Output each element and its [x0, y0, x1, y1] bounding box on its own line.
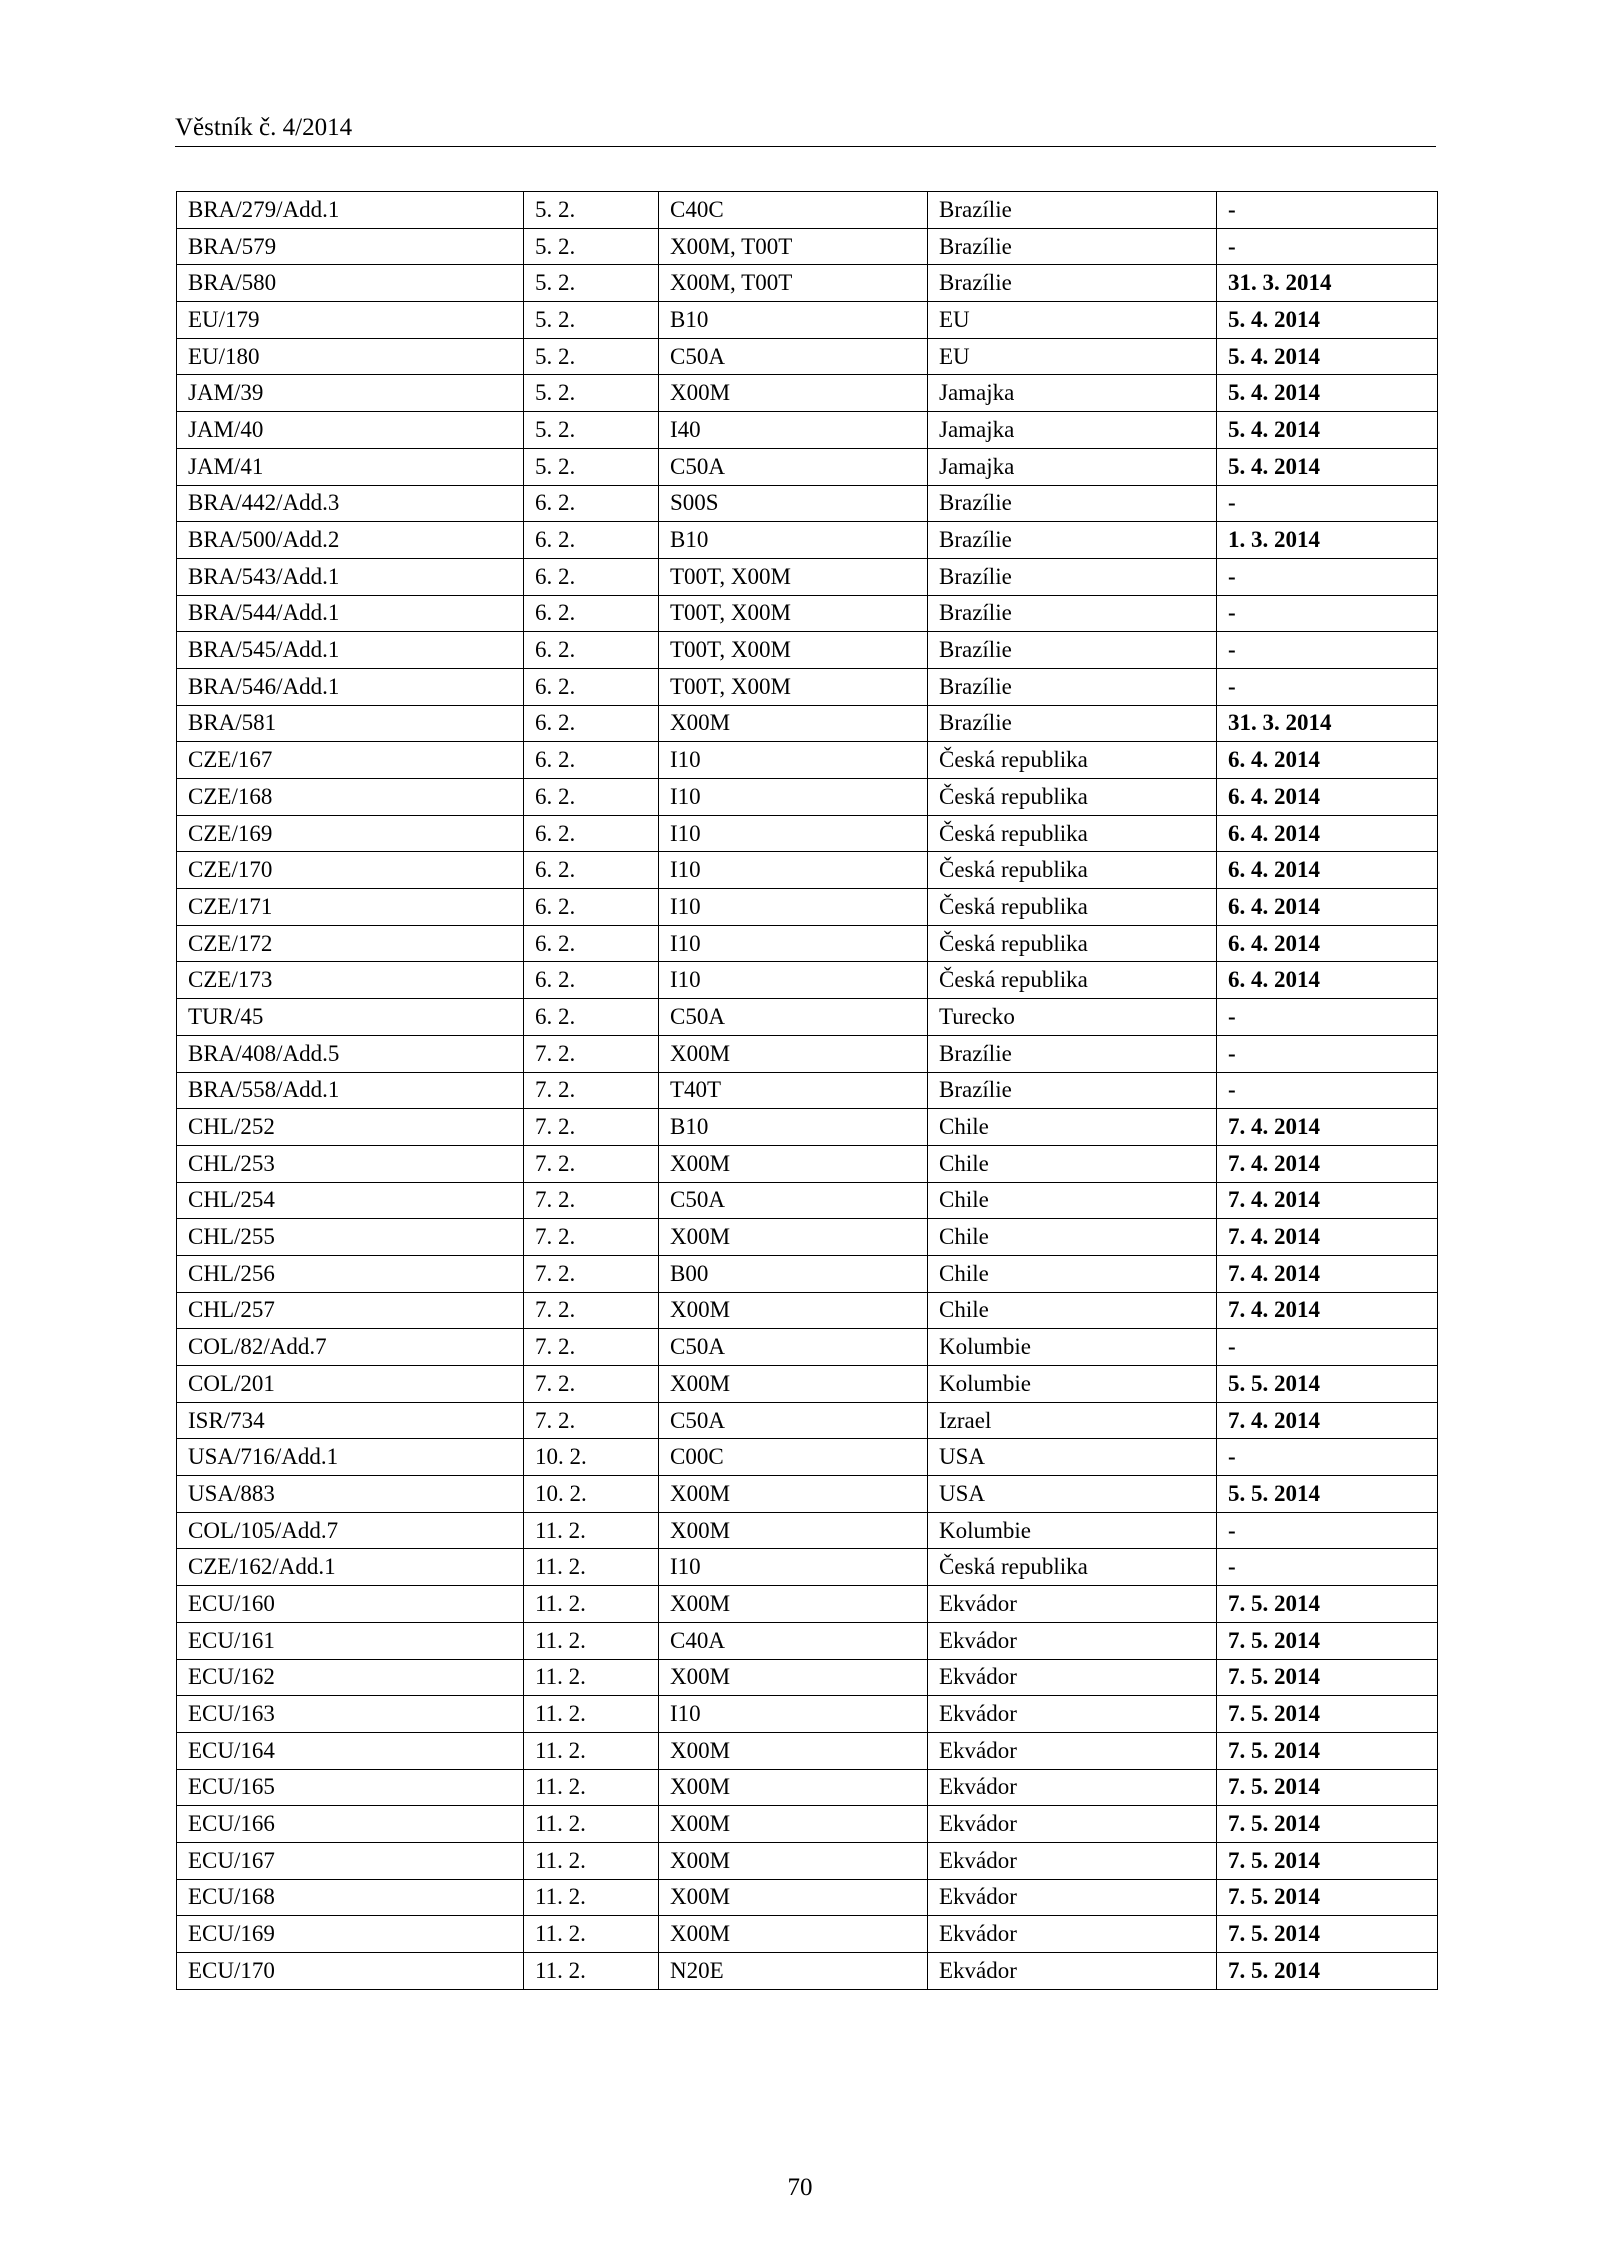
- classification-code-cell: X00M: [659, 375, 928, 412]
- document-code-cell: ECU/169: [177, 1916, 524, 1953]
- country-cell: Ekvádor: [928, 1732, 1217, 1769]
- deadline-cell: 5. 5. 2014: [1217, 1366, 1438, 1403]
- classification-code-cell: C50A: [659, 999, 928, 1036]
- country-cell: Česká republika: [928, 852, 1217, 889]
- deadline-cell: 6. 4. 2014: [1217, 925, 1438, 962]
- deadline-cell: -: [1217, 632, 1438, 669]
- date-cell: 7. 2.: [524, 1255, 659, 1292]
- document-code-cell: BRA/546/Add.1: [177, 668, 524, 705]
- classification-code-cell: I10: [659, 1549, 928, 1586]
- country-cell: Ekvádor: [928, 1659, 1217, 1696]
- table-row: [177, 1072, 1438, 1109]
- document-code-cell: CZE/162/Add.1: [177, 1549, 524, 1586]
- date-cell: 6. 2.: [524, 925, 659, 962]
- deadline-cell: 6. 4. 2014: [1217, 815, 1438, 852]
- classification-code-cell: C00C: [659, 1439, 928, 1476]
- classification-code-cell: C50A: [659, 1182, 928, 1219]
- table-row: [177, 925, 1438, 962]
- table-row: [177, 779, 1438, 816]
- page-header: [175, 112, 1436, 147]
- country-cell: Česká republika: [928, 962, 1217, 999]
- country-cell: Chile: [928, 1145, 1217, 1182]
- table-row: [177, 228, 1438, 265]
- document-code-cell: EU/179: [177, 302, 524, 339]
- table-row: [177, 632, 1438, 669]
- deadline-cell: -: [1217, 558, 1438, 595]
- country-cell: Brazílie: [928, 485, 1217, 522]
- date-cell: 6. 2.: [524, 632, 659, 669]
- deadline-cell: 7. 5. 2014: [1217, 1879, 1438, 1916]
- date-cell: 6. 2.: [524, 779, 659, 816]
- date-cell: 7. 2.: [524, 1366, 659, 1403]
- classification-code-cell: C50A: [659, 338, 928, 375]
- table-row: [177, 999, 1438, 1036]
- classification-code-cell: X00M: [659, 1879, 928, 1916]
- date-cell: 6. 2.: [524, 595, 659, 632]
- table-row: [177, 1182, 1438, 1219]
- deadline-cell: 5. 5. 2014: [1217, 1476, 1438, 1513]
- table-row: [177, 302, 1438, 339]
- country-cell: USA: [928, 1476, 1217, 1513]
- classification-code-cell: X00M: [659, 1145, 928, 1182]
- notifications-table: [176, 191, 1438, 1990]
- document-code-cell: USA/883: [177, 1476, 524, 1513]
- table-row: [177, 705, 1438, 742]
- date-cell: 6. 2.: [524, 485, 659, 522]
- document-code-cell: CZE/167: [177, 742, 524, 779]
- deadline-cell: -: [1217, 1439, 1438, 1476]
- document-code-cell: ECU/164: [177, 1732, 524, 1769]
- deadline-cell: 7. 5. 2014: [1217, 1953, 1438, 1990]
- country-cell: Chile: [928, 1292, 1217, 1329]
- document-code-cell: CZE/169: [177, 815, 524, 852]
- classification-code-cell: T00T, X00M: [659, 632, 928, 669]
- country-cell: Ekvádor: [928, 1696, 1217, 1733]
- document-code-cell: BRA/442/Add.3: [177, 485, 524, 522]
- date-cell: 11. 2.: [524, 1842, 659, 1879]
- classification-code-cell: X00M: [659, 1916, 928, 1953]
- table-row: [177, 265, 1438, 302]
- country-cell: Brazílie: [928, 595, 1217, 632]
- country-cell: Česká republika: [928, 889, 1217, 926]
- table-row: [177, 522, 1438, 559]
- table-body: [177, 192, 1438, 1990]
- country-cell: Česká republika: [928, 779, 1217, 816]
- deadline-cell: 7. 4. 2014: [1217, 1402, 1438, 1439]
- date-cell: 7. 2.: [524, 1109, 659, 1146]
- classification-code-cell: C50A: [659, 448, 928, 485]
- date-cell: 7. 2.: [524, 1182, 659, 1219]
- country-cell: Ekvádor: [928, 1622, 1217, 1659]
- bulletin-title: Věstník č. 4/2014: [175, 114, 353, 141]
- classification-code-cell: X00M: [659, 1512, 928, 1549]
- classification-code-cell: X00M: [659, 1842, 928, 1879]
- table-row: [177, 1879, 1438, 1916]
- deadline-cell: -: [1217, 192, 1438, 229]
- document-code-cell: ECU/162: [177, 1659, 524, 1696]
- table-row: [177, 815, 1438, 852]
- deadline-cell: 5. 4. 2014: [1217, 412, 1438, 449]
- country-cell: Chile: [928, 1182, 1217, 1219]
- deadline-cell: 7. 5. 2014: [1217, 1769, 1438, 1806]
- document-code-cell: CHL/255: [177, 1219, 524, 1256]
- table-row: [177, 412, 1438, 449]
- deadline-cell: 7. 4. 2014: [1217, 1182, 1438, 1219]
- country-cell: Ekvádor: [928, 1769, 1217, 1806]
- table-row: [177, 448, 1438, 485]
- country-cell: Brazílie: [928, 228, 1217, 265]
- table-row: [177, 742, 1438, 779]
- table-row: [177, 1696, 1438, 1733]
- classification-code-cell: I10: [659, 779, 928, 816]
- date-cell: 10. 2.: [524, 1439, 659, 1476]
- date-cell: 11. 2.: [524, 1512, 659, 1549]
- document-code-cell: BRA/543/Add.1: [177, 558, 524, 595]
- document-code-cell: ECU/170: [177, 1953, 524, 1990]
- document-code-cell: CHL/252: [177, 1109, 524, 1146]
- country-cell: Brazílie: [928, 522, 1217, 559]
- date-cell: 11. 2.: [524, 1732, 659, 1769]
- date-cell: 11. 2.: [524, 1549, 659, 1586]
- deadline-cell: 7. 5. 2014: [1217, 1696, 1438, 1733]
- classification-code-cell: T00T, X00M: [659, 595, 928, 632]
- country-cell: Česká republika: [928, 1549, 1217, 1586]
- classification-code-cell: I40: [659, 412, 928, 449]
- date-cell: 11. 2.: [524, 1916, 659, 1953]
- classification-code-cell: I10: [659, 1696, 928, 1733]
- deadline-cell: 7. 5. 2014: [1217, 1659, 1438, 1696]
- date-cell: 7. 2.: [524, 1292, 659, 1329]
- document-code-cell: BRA/579: [177, 228, 524, 265]
- document-code-cell: CHL/257: [177, 1292, 524, 1329]
- classification-code-cell: B10: [659, 302, 928, 339]
- table-row: [177, 338, 1438, 375]
- classification-code-cell: X00M: [659, 705, 928, 742]
- date-cell: 5. 2.: [524, 265, 659, 302]
- document-code-cell: CZE/173: [177, 962, 524, 999]
- table-row: [177, 962, 1438, 999]
- table-row: [177, 1622, 1438, 1659]
- classification-code-cell: T40T: [659, 1072, 928, 1109]
- country-cell: Brazílie: [928, 1035, 1217, 1072]
- date-cell: 6. 2.: [524, 999, 659, 1036]
- table-row: [177, 1842, 1438, 1879]
- table-row: [177, 1769, 1438, 1806]
- table-row: [177, 1806, 1438, 1843]
- table-row: [177, 1402, 1438, 1439]
- classification-code-cell: X00M: [659, 1366, 928, 1403]
- deadline-cell: 6. 4. 2014: [1217, 852, 1438, 889]
- deadline-cell: 7. 5. 2014: [1217, 1916, 1438, 1953]
- country-cell: Ekvádor: [928, 1953, 1217, 1990]
- classification-code-cell: B10: [659, 1109, 928, 1146]
- classification-code-cell: C40A: [659, 1622, 928, 1659]
- document-code-cell: ECU/166: [177, 1806, 524, 1843]
- classification-code-cell: I10: [659, 962, 928, 999]
- table-row: [177, 192, 1438, 229]
- classification-code-cell: X00M: [659, 1035, 928, 1072]
- document-code-cell: BRA/279/Add.1: [177, 192, 524, 229]
- document-code-cell: ECU/161: [177, 1622, 524, 1659]
- document-code-cell: ECU/167: [177, 1842, 524, 1879]
- document-code-cell: CZE/171: [177, 889, 524, 926]
- country-cell: Ekvádor: [928, 1879, 1217, 1916]
- classification-code-cell: X00M: [659, 1769, 928, 1806]
- table-row: [177, 852, 1438, 889]
- table-row: [177, 1439, 1438, 1476]
- country-cell: EU: [928, 302, 1217, 339]
- classification-code-cell: X00M: [659, 1732, 928, 1769]
- table-row: [177, 1586, 1438, 1623]
- classification-code-cell: I10: [659, 925, 928, 962]
- deadline-cell: 7. 5. 2014: [1217, 1622, 1438, 1659]
- deadline-cell: -: [1217, 1549, 1438, 1586]
- date-cell: 5. 2.: [524, 228, 659, 265]
- table-row: [177, 1512, 1438, 1549]
- deadline-cell: 5. 4. 2014: [1217, 302, 1438, 339]
- date-cell: 11. 2.: [524, 1586, 659, 1623]
- classification-code-cell: B00: [659, 1255, 928, 1292]
- deadline-cell: 7. 5. 2014: [1217, 1586, 1438, 1623]
- date-cell: 5. 2.: [524, 302, 659, 339]
- deadline-cell: -: [1217, 1329, 1438, 1366]
- classification-code-cell: I10: [659, 742, 928, 779]
- classification-code-cell: X00M: [659, 1586, 928, 1623]
- deadline-cell: 7. 4. 2014: [1217, 1219, 1438, 1256]
- deadline-cell: 31. 3. 2014: [1217, 705, 1438, 742]
- document-code-cell: COL/105/Add.7: [177, 1512, 524, 1549]
- country-cell: Brazílie: [928, 705, 1217, 742]
- deadline-cell: -: [1217, 228, 1438, 265]
- table-row: [177, 1916, 1438, 1953]
- document-code-cell: ECU/163: [177, 1696, 524, 1733]
- document-code-cell: BRA/500/Add.2: [177, 522, 524, 559]
- date-cell: 7. 2.: [524, 1072, 659, 1109]
- document-code-cell: CHL/254: [177, 1182, 524, 1219]
- date-cell: 5. 2.: [524, 192, 659, 229]
- table-row: [177, 485, 1438, 522]
- table-row: [177, 595, 1438, 632]
- date-cell: 6. 2.: [524, 742, 659, 779]
- date-cell: 5. 2.: [524, 412, 659, 449]
- country-cell: Ekvádor: [928, 1586, 1217, 1623]
- document-code-cell: BRA/558/Add.1: [177, 1072, 524, 1109]
- table-row: [177, 1219, 1438, 1256]
- classification-code-cell: N20E: [659, 1953, 928, 1990]
- country-cell: Ekvádor: [928, 1916, 1217, 1953]
- date-cell: 5. 2.: [524, 338, 659, 375]
- table-row: [177, 1953, 1438, 1990]
- deadline-cell: -: [1217, 1512, 1438, 1549]
- classification-code-cell: B10: [659, 522, 928, 559]
- deadline-cell: 7. 4. 2014: [1217, 1145, 1438, 1182]
- country-cell: Česká republika: [928, 925, 1217, 962]
- document-code-cell: COL/201: [177, 1366, 524, 1403]
- country-cell: USA: [928, 1439, 1217, 1476]
- document-code-cell: JAM/41: [177, 448, 524, 485]
- document-code-cell: JAM/40: [177, 412, 524, 449]
- deadline-cell: -: [1217, 595, 1438, 632]
- document-code-cell: BRA/545/Add.1: [177, 632, 524, 669]
- table-row: [177, 558, 1438, 595]
- deadline-cell: 6. 4. 2014: [1217, 962, 1438, 999]
- date-cell: 6. 2.: [524, 522, 659, 559]
- date-cell: 7. 2.: [524, 1145, 659, 1182]
- document-code-cell: CHL/256: [177, 1255, 524, 1292]
- country-cell: Brazílie: [928, 265, 1217, 302]
- date-cell: 7. 2.: [524, 1219, 659, 1256]
- deadline-cell: 5. 4. 2014: [1217, 448, 1438, 485]
- classification-code-cell: X00M: [659, 1476, 928, 1513]
- document-code-cell: BRA/408/Add.5: [177, 1035, 524, 1072]
- country-cell: Brazílie: [928, 192, 1217, 229]
- deadline-cell: -: [1217, 1072, 1438, 1109]
- classification-code-cell: C40C: [659, 192, 928, 229]
- document-code-cell: BRA/580: [177, 265, 524, 302]
- deadline-cell: 31. 3. 2014: [1217, 265, 1438, 302]
- date-cell: 7. 2.: [524, 1329, 659, 1366]
- country-cell: Brazílie: [928, 558, 1217, 595]
- deadline-cell: 7. 4. 2014: [1217, 1292, 1438, 1329]
- country-cell: Chile: [928, 1255, 1217, 1292]
- country-cell: Kolumbie: [928, 1329, 1217, 1366]
- document-code-cell: COL/82/Add.7: [177, 1329, 524, 1366]
- deadline-cell: 5. 4. 2014: [1217, 375, 1438, 412]
- document-code-cell: USA/716/Add.1: [177, 1439, 524, 1476]
- date-cell: 11. 2.: [524, 1879, 659, 1916]
- table-row: [177, 1732, 1438, 1769]
- page-number: 70: [787, 2174, 813, 2201]
- deadline-cell: 6. 4. 2014: [1217, 889, 1438, 926]
- date-cell: 6. 2.: [524, 962, 659, 999]
- date-cell: 6. 2.: [524, 668, 659, 705]
- table-row: [177, 1476, 1438, 1513]
- document-code-cell: ECU/165: [177, 1769, 524, 1806]
- date-cell: 11. 2.: [524, 1659, 659, 1696]
- document-code-cell: BRA/581: [177, 705, 524, 742]
- country-cell: Kolumbie: [928, 1512, 1217, 1549]
- document-code-cell: BRA/544/Add.1: [177, 595, 524, 632]
- table-row: [177, 668, 1438, 705]
- country-cell: Jamajka: [928, 448, 1217, 485]
- table-row: [177, 1659, 1438, 1696]
- date-cell: 11. 2.: [524, 1806, 659, 1843]
- classification-code-cell: X00M, T00T: [659, 228, 928, 265]
- classification-code-cell: X00M, T00T: [659, 265, 928, 302]
- classification-code-cell: I10: [659, 815, 928, 852]
- classification-code-cell: X00M: [659, 1219, 928, 1256]
- country-cell: Kolumbie: [928, 1366, 1217, 1403]
- date-cell: 6. 2.: [524, 815, 659, 852]
- deadline-cell: 6. 4. 2014: [1217, 742, 1438, 779]
- date-cell: 11. 2.: [524, 1696, 659, 1733]
- classification-code-cell: X00M: [659, 1292, 928, 1329]
- table-row: [177, 1329, 1438, 1366]
- classification-code-cell: C50A: [659, 1402, 928, 1439]
- country-cell: Izrael: [928, 1402, 1217, 1439]
- country-cell: EU: [928, 338, 1217, 375]
- document-code-cell: CZE/168: [177, 779, 524, 816]
- deadline-cell: 5. 4. 2014: [1217, 338, 1438, 375]
- document-code-cell: JAM/39: [177, 375, 524, 412]
- country-cell: Jamajka: [928, 412, 1217, 449]
- deadline-cell: 7. 4. 2014: [1217, 1255, 1438, 1292]
- classification-code-cell: S00S: [659, 485, 928, 522]
- country-cell: Česká republika: [928, 815, 1217, 852]
- date-cell: 6. 2.: [524, 558, 659, 595]
- date-cell: 5. 2.: [524, 448, 659, 485]
- document-code-cell: CHL/253: [177, 1145, 524, 1182]
- country-cell: Brazílie: [928, 632, 1217, 669]
- classification-code-cell: T00T, X00M: [659, 668, 928, 705]
- table-row: [177, 1549, 1438, 1586]
- country-cell: Jamajka: [928, 375, 1217, 412]
- date-cell: 7. 2.: [524, 1035, 659, 1072]
- country-cell: Brazílie: [928, 1072, 1217, 1109]
- document-code-cell: ECU/160: [177, 1586, 524, 1623]
- date-cell: 6. 2.: [524, 889, 659, 926]
- document-code-cell: EU/180: [177, 338, 524, 375]
- date-cell: 5. 2.: [524, 375, 659, 412]
- table-row: [177, 1035, 1438, 1072]
- table-row: [177, 1145, 1438, 1182]
- country-cell: Ekvádor: [928, 1806, 1217, 1843]
- date-cell: 10. 2.: [524, 1476, 659, 1513]
- document-code-cell: CZE/172: [177, 925, 524, 962]
- classification-code-cell: C50A: [659, 1329, 928, 1366]
- date-cell: 11. 2.: [524, 1769, 659, 1806]
- document-code-cell: TUR/45: [177, 999, 524, 1036]
- table-row: [177, 1255, 1438, 1292]
- deadline-cell: -: [1217, 1035, 1438, 1072]
- table-row: [177, 375, 1438, 412]
- country-cell: Ekvádor: [928, 1842, 1217, 1879]
- classification-code-cell: X00M: [659, 1659, 928, 1696]
- deadline-cell: 7. 5. 2014: [1217, 1806, 1438, 1843]
- deadline-cell: -: [1217, 485, 1438, 522]
- document-code-cell: ECU/168: [177, 1879, 524, 1916]
- deadline-cell: 7. 4. 2014: [1217, 1109, 1438, 1146]
- document-code-cell: CZE/170: [177, 852, 524, 889]
- table-row: [177, 1109, 1438, 1146]
- country-cell: Chile: [928, 1109, 1217, 1146]
- deadline-cell: -: [1217, 668, 1438, 705]
- deadline-cell: 7. 5. 2014: [1217, 1732, 1438, 1769]
- classification-code-cell: T00T, X00M: [659, 558, 928, 595]
- deadline-cell: 7. 5. 2014: [1217, 1842, 1438, 1879]
- classification-code-cell: I10: [659, 889, 928, 926]
- date-cell: 11. 2.: [524, 1622, 659, 1659]
- country-cell: Chile: [928, 1219, 1217, 1256]
- classification-code-cell: X00M: [659, 1806, 928, 1843]
- deadline-cell: 6. 4. 2014: [1217, 779, 1438, 816]
- date-cell: 6. 2.: [524, 852, 659, 889]
- date-cell: 11. 2.: [524, 1953, 659, 1990]
- country-cell: Brazílie: [928, 668, 1217, 705]
- table-row: [177, 889, 1438, 926]
- table-row: [177, 1292, 1438, 1329]
- classification-code-cell: I10: [659, 852, 928, 889]
- document-code-cell: ISR/734: [177, 1402, 524, 1439]
- table-row: [177, 1366, 1438, 1403]
- deadline-cell: 1. 3. 2014: [1217, 522, 1438, 559]
- country-cell: Česká republika: [928, 742, 1217, 779]
- deadline-cell: -: [1217, 999, 1438, 1036]
- date-cell: 7. 2.: [524, 1402, 659, 1439]
- date-cell: 6. 2.: [524, 705, 659, 742]
- country-cell: Turecko: [928, 999, 1217, 1036]
